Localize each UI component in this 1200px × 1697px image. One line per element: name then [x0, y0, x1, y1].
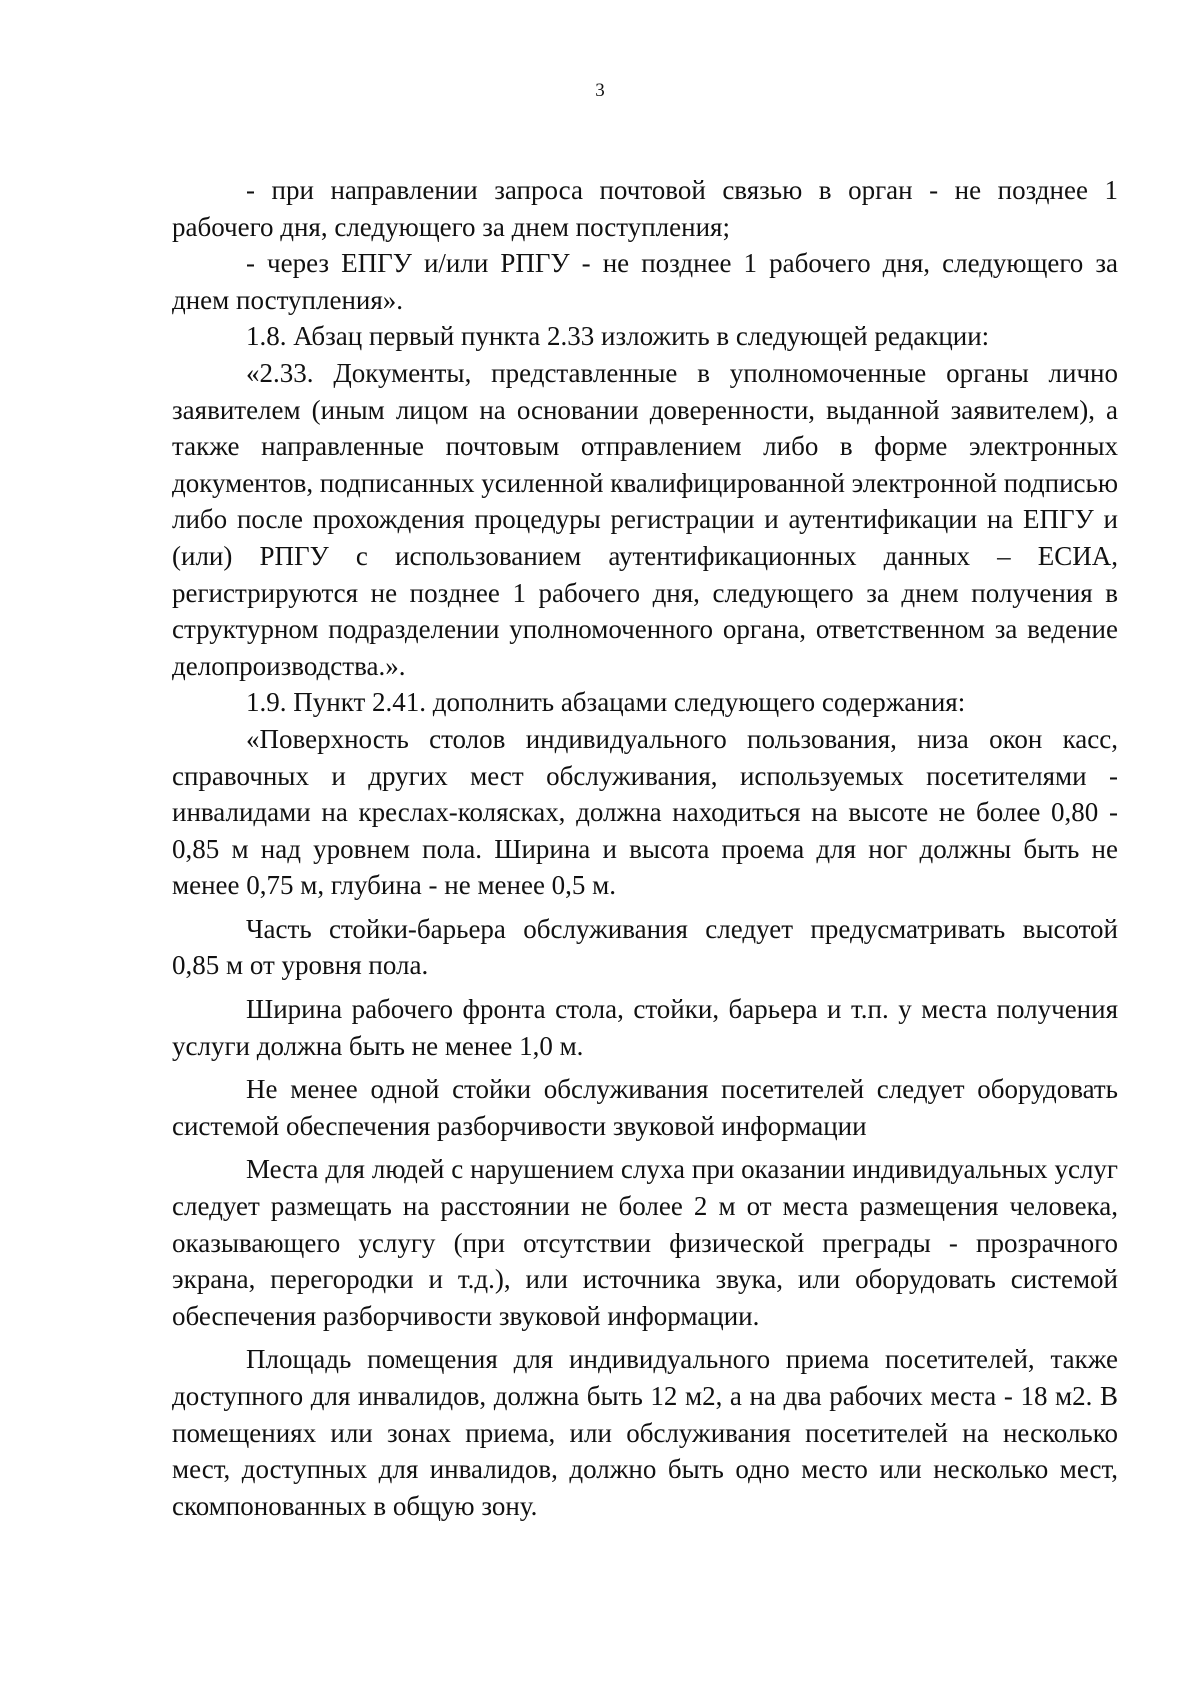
paragraph-item-2-33: «2.33. Документы, представленные в уполномоченные органы лично заявителем (иным лицом на основании доверенности, выданной заявителем), а также направленные почтовым отправлением либо в форме электронных документов, подписанных усиленной квалифицированной электронной подписью либо после прохождения процедуры регистрации и аутентификации на ЕПГУ и (или) РПГУ с использованием аутентификационных данных – ЕСИА, регистрируются не позднее 1 рабочего дня, следующего за днем получения в структурном подразделении уполномоченного органа, ответственном за ведение делопроизводства.».: [172, 357, 1119, 681]
paragraph-epgu-request: - через ЕПГУ и/или РПГУ - не позднее 1 рабочего дня, следующего за днем поступления».: [172, 248, 1118, 315]
page-number: 3: [595, 80, 605, 101]
paragraph-postal-request: - при направлении запроса почтовой связью в орган - не позднее 1 рабочего дня, следующего за днем поступления;: [172, 175, 1118, 242]
paragraph-work-front-width: Ширина рабочего фронта стола, стойки, барьера и т.п. у места получения услуги должна быть не менее 1,0 м.: [172, 994, 1118, 1061]
paragraph-counter-height: Часть стойки-барьера обслуживания следует предусматривать высотой 0,85 м от уровня пола.: [172, 913, 1118, 981]
paragraph-room-area: Площадь помещения для индивидуального приема посетителей, также доступного для инвалидов, должна быть 12 м2, а на два рабочих места - 18 м2. В помещениях или зонах приема, или обслуживания посетителей на несколько мест, доступных для инвалидов, должно быть одно место или несколько мест, скомпонованных в общую зону.: [172, 1344, 1118, 1521]
paragraph-table-surface: «Поверхность столов индивидуального пользования, низа окон касс, справочных и других мест обслуживания, используемых посетителями - инвалидами на креслах-колясках, должна находиться на высоте не более 0,80 - 0,85 м над уровнем пола. Ширина и высота проема для ног должны быть не менее 0,75 м, глубина - не менее 0,5 м.: [172, 723, 1118, 901]
document-body: [172, 172, 1118, 1524]
paragraph-hearing-impaired: Места для людей с нарушением слуха при оказании индивидуальных услуг следует размещать на расстоянии не более 2 м от места размещения человека, оказывающего услугу (при отсутствии физической преграды - прозрачного экрана, перегородки и т.д.), или источника звука, или оборудовать системой обеспечения разборчивости звуковой информации.: [172, 1154, 1118, 1331]
paragraph-item-1-9: 1.9. Пункт 2.41. дополнить абзацами следующего содержания:: [246, 687, 966, 718]
paragraph-item-1-8: 1.8. Абзац первый пункта 2.33 изложить в следующей редакции:: [246, 321, 990, 352]
paragraph-sound-system: Не менее одной стойки обслуживания посетителей следует оборудовать системой обеспечения разборчивости звуковой информации: [172, 1074, 1118, 1141]
